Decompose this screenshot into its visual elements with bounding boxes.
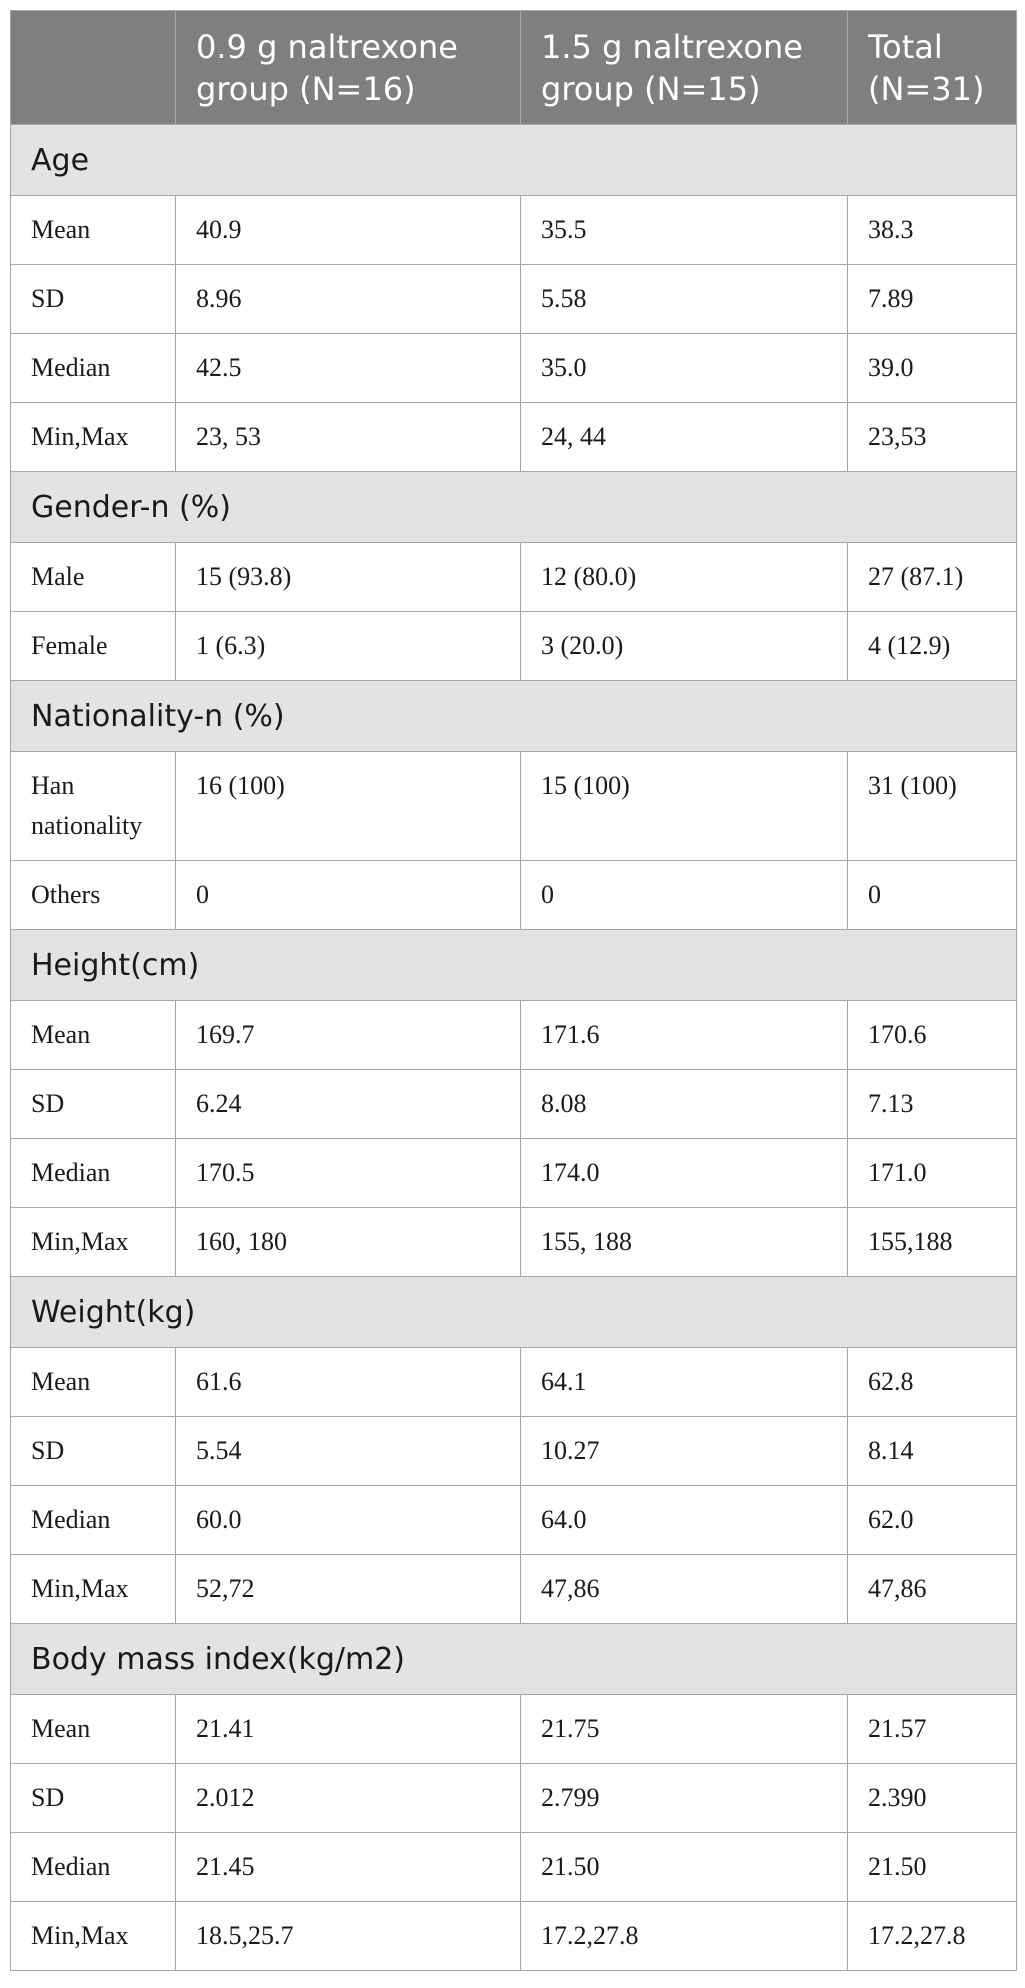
table-row xyxy=(11,1764,1017,1833)
table-row xyxy=(11,1139,1017,1208)
total-value-cell: 27 (87.1) xyxy=(848,543,1017,612)
table-row xyxy=(11,1417,1017,1486)
low-dose-value-cell: 0 xyxy=(176,861,521,930)
row-label-cell: Female xyxy=(11,612,176,681)
high-dose-value-cell: 35.0 xyxy=(521,334,848,403)
row-label-cell: Mean xyxy=(11,1001,176,1070)
total-value-cell: 38.3 xyxy=(848,196,1017,265)
low-dose-value-cell: 169.7 xyxy=(176,1001,521,1070)
total-value-cell: 2.390 xyxy=(848,1764,1017,1833)
low-dose-value-cell: 40.9 xyxy=(176,196,521,265)
low-dose-value-cell: 2.012 xyxy=(176,1764,521,1833)
total-value-cell: 7.89 xyxy=(848,265,1017,334)
high-dose-value-cell: 155, 188 xyxy=(521,1208,848,1277)
high-dose-value-cell: 15 (100) xyxy=(521,752,848,861)
row-label-cell: Median xyxy=(11,1486,176,1555)
header-cell-blank xyxy=(11,11,176,125)
header-cell-low-dose-group: 0.9 g naltrexone group (N=16) xyxy=(176,11,521,125)
total-value-cell: 4 (12.9) xyxy=(848,612,1017,681)
high-dose-value-cell: 64.1 xyxy=(521,1348,848,1417)
low-dose-value-cell: 170.5 xyxy=(176,1139,521,1208)
table-row xyxy=(11,403,1017,472)
total-value-cell: 155,188 xyxy=(848,1208,1017,1277)
row-label-cell: Han nationality xyxy=(11,752,176,861)
row-label-cell: Mean xyxy=(11,196,176,265)
total-value-cell: 170.6 xyxy=(848,1001,1017,1070)
section-row-height-cm xyxy=(11,930,1017,1001)
high-dose-value-cell: 21.75 xyxy=(521,1695,848,1764)
high-dose-value-cell: 3 (20.0) xyxy=(521,612,848,681)
table-body xyxy=(11,125,1017,1971)
header-cell-total: Total (N=31) xyxy=(848,11,1017,125)
section-title: Nationality-n (%) xyxy=(11,681,1017,752)
total-value-cell: 47,86 xyxy=(848,1555,1017,1624)
high-dose-value-cell: 5.58 xyxy=(521,265,848,334)
low-dose-value-cell: 16 (100) xyxy=(176,752,521,861)
table-row xyxy=(11,543,1017,612)
total-value-cell: 8.14 xyxy=(848,1417,1017,1486)
row-label-cell: Min,Max xyxy=(11,403,176,472)
low-dose-value-cell: 52,72 xyxy=(176,1555,521,1624)
total-value-cell: 0 xyxy=(848,861,1017,930)
row-label-cell: Median xyxy=(11,1833,176,1902)
section-title: Age xyxy=(11,125,1017,196)
high-dose-value-cell: 35.5 xyxy=(521,196,848,265)
section-row-body-mass-index-kg-m2 xyxy=(11,1624,1017,1695)
high-dose-value-cell: 47,86 xyxy=(521,1555,848,1624)
total-value-cell: 21.50 xyxy=(848,1833,1017,1902)
low-dose-value-cell: 5.54 xyxy=(176,1417,521,1486)
table-row xyxy=(11,1695,1017,1764)
row-label-cell: Median xyxy=(11,1139,176,1208)
row-label-cell: Others xyxy=(11,861,176,930)
table-row xyxy=(11,1902,1017,1971)
table-row xyxy=(11,334,1017,403)
low-dose-value-cell: 6.24 xyxy=(176,1070,521,1139)
header-row xyxy=(11,11,1017,125)
low-dose-value-cell: 23, 53 xyxy=(176,403,521,472)
section-row-age xyxy=(11,125,1017,196)
low-dose-value-cell: 8.96 xyxy=(176,265,521,334)
section-title: Height(cm) xyxy=(11,930,1017,1001)
high-dose-value-cell: 2.799 xyxy=(521,1764,848,1833)
high-dose-value-cell: 8.08 xyxy=(521,1070,848,1139)
total-value-cell: 39.0 xyxy=(848,334,1017,403)
low-dose-value-cell: 61.6 xyxy=(176,1348,521,1417)
demographics-table-container xyxy=(10,10,1016,1971)
table-row xyxy=(11,1555,1017,1624)
section-title: Weight(kg) xyxy=(11,1277,1017,1348)
low-dose-value-cell: 21.41 xyxy=(176,1695,521,1764)
row-label-cell: Min,Max xyxy=(11,1208,176,1277)
section-row-weight-kg xyxy=(11,1277,1017,1348)
section-row-nationality-n xyxy=(11,681,1017,752)
row-label-cell: Median xyxy=(11,334,176,403)
total-value-cell: 17.2,27.8 xyxy=(848,1902,1017,1971)
low-dose-value-cell: 18.5,25.7 xyxy=(176,1902,521,1971)
table-row xyxy=(11,612,1017,681)
low-dose-value-cell: 160, 180 xyxy=(176,1208,521,1277)
total-value-cell: 31 (100) xyxy=(848,752,1017,861)
table-row xyxy=(11,265,1017,334)
demographics-table xyxy=(10,10,1017,1971)
high-dose-value-cell: 17.2,27.8 xyxy=(521,1902,848,1971)
header-cell-high-dose-group: 1.5 g naltrexone group (N=15) xyxy=(521,11,848,125)
total-value-cell: 62.0 xyxy=(848,1486,1017,1555)
table-row xyxy=(11,1833,1017,1902)
row-label-cell: Min,Max xyxy=(11,1555,176,1624)
high-dose-value-cell: 21.50 xyxy=(521,1833,848,1902)
table-row xyxy=(11,1070,1017,1139)
table-header xyxy=(11,11,1017,125)
table-row xyxy=(11,1348,1017,1417)
high-dose-value-cell: 12 (80.0) xyxy=(521,543,848,612)
table-row xyxy=(11,196,1017,265)
low-dose-value-cell: 60.0 xyxy=(176,1486,521,1555)
row-label-cell: Mean xyxy=(11,1348,176,1417)
table-row xyxy=(11,1208,1017,1277)
total-value-cell: 23,53 xyxy=(848,403,1017,472)
low-dose-value-cell: 21.45 xyxy=(176,1833,521,1902)
high-dose-value-cell: 171.6 xyxy=(521,1001,848,1070)
table-row xyxy=(11,861,1017,930)
table-row xyxy=(11,1001,1017,1070)
row-label-cell: Male xyxy=(11,543,176,612)
section-title: Gender-n (%) xyxy=(11,472,1017,543)
high-dose-value-cell: 10.27 xyxy=(521,1417,848,1486)
row-label-cell: SD xyxy=(11,1764,176,1833)
section-title: Body mass index(kg/m2) xyxy=(11,1624,1017,1695)
table-row xyxy=(11,752,1017,861)
table-row xyxy=(11,1486,1017,1555)
high-dose-value-cell: 64.0 xyxy=(521,1486,848,1555)
high-dose-value-cell: 0 xyxy=(521,861,848,930)
row-label-cell: SD xyxy=(11,265,176,334)
high-dose-value-cell: 24, 44 xyxy=(521,403,848,472)
row-label-cell: SD xyxy=(11,1070,176,1139)
total-value-cell: 21.57 xyxy=(848,1695,1017,1764)
row-label-cell: SD xyxy=(11,1417,176,1486)
total-value-cell: 62.8 xyxy=(848,1348,1017,1417)
low-dose-value-cell: 15 (93.8) xyxy=(176,543,521,612)
total-value-cell: 171.0 xyxy=(848,1139,1017,1208)
row-label-cell: Mean xyxy=(11,1695,176,1764)
section-row-gender-n xyxy=(11,472,1017,543)
row-label-cell: Min,Max xyxy=(11,1902,176,1971)
low-dose-value-cell: 42.5 xyxy=(176,334,521,403)
total-value-cell: 7.13 xyxy=(848,1070,1017,1139)
high-dose-value-cell: 174.0 xyxy=(521,1139,848,1208)
low-dose-value-cell: 1 (6.3) xyxy=(176,612,521,681)
